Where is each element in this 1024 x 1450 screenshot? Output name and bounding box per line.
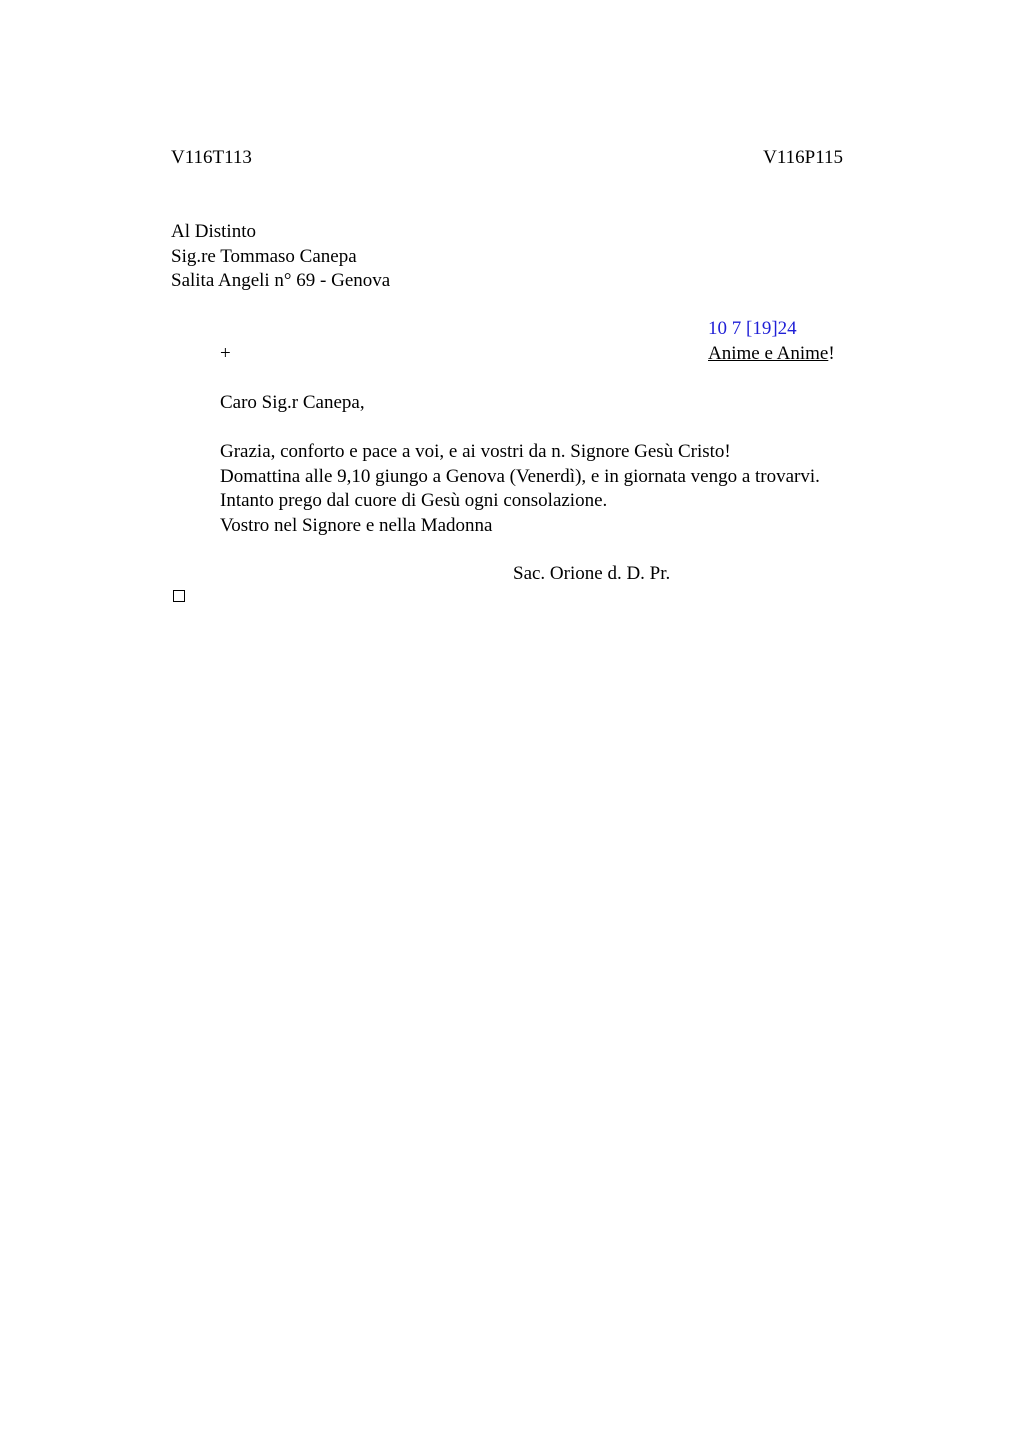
letter-body: [220, 440, 820, 538]
greeting: Caro Sig.r Canepa,: [220, 392, 365, 413]
address-line: Al Distinto: [171, 221, 256, 242]
document-code-left: V116T113: [171, 147, 252, 168]
body-line: Intanto prego dal cuore di Gesù ogni consolazione.: [220, 490, 608, 511]
address-line: Sig.re Tommaso Canepa: [171, 245, 357, 267]
motto-underlined: Anime e Anime: [708, 343, 829, 364]
address-line: Salita Angeli n° 69 - Genova: [171, 270, 391, 291]
address-block: [171, 220, 390, 294]
cross-symbol: +: [220, 343, 231, 364]
document-code-right: V116P115: [763, 147, 843, 168]
motto: [708, 342, 835, 366]
letter-date: 10 7 [19]24: [708, 318, 797, 339]
body-line: Grazia, conforto e pace a voi, e ai vostri da n. Signore Gesù Cristo!: [220, 441, 731, 462]
square-outline-icon: [173, 590, 185, 602]
signature: Sac. Orione d. D. Pr.: [513, 563, 671, 584]
motto-suffix: !: [828, 343, 835, 364]
body-line: Vostro nel Signore e nella Madonna: [220, 514, 493, 536]
body-line: Domattina alle 9,10 giungo a Genova (Venerdì), e in giornata vengo a trovarvi.: [220, 465, 820, 487]
